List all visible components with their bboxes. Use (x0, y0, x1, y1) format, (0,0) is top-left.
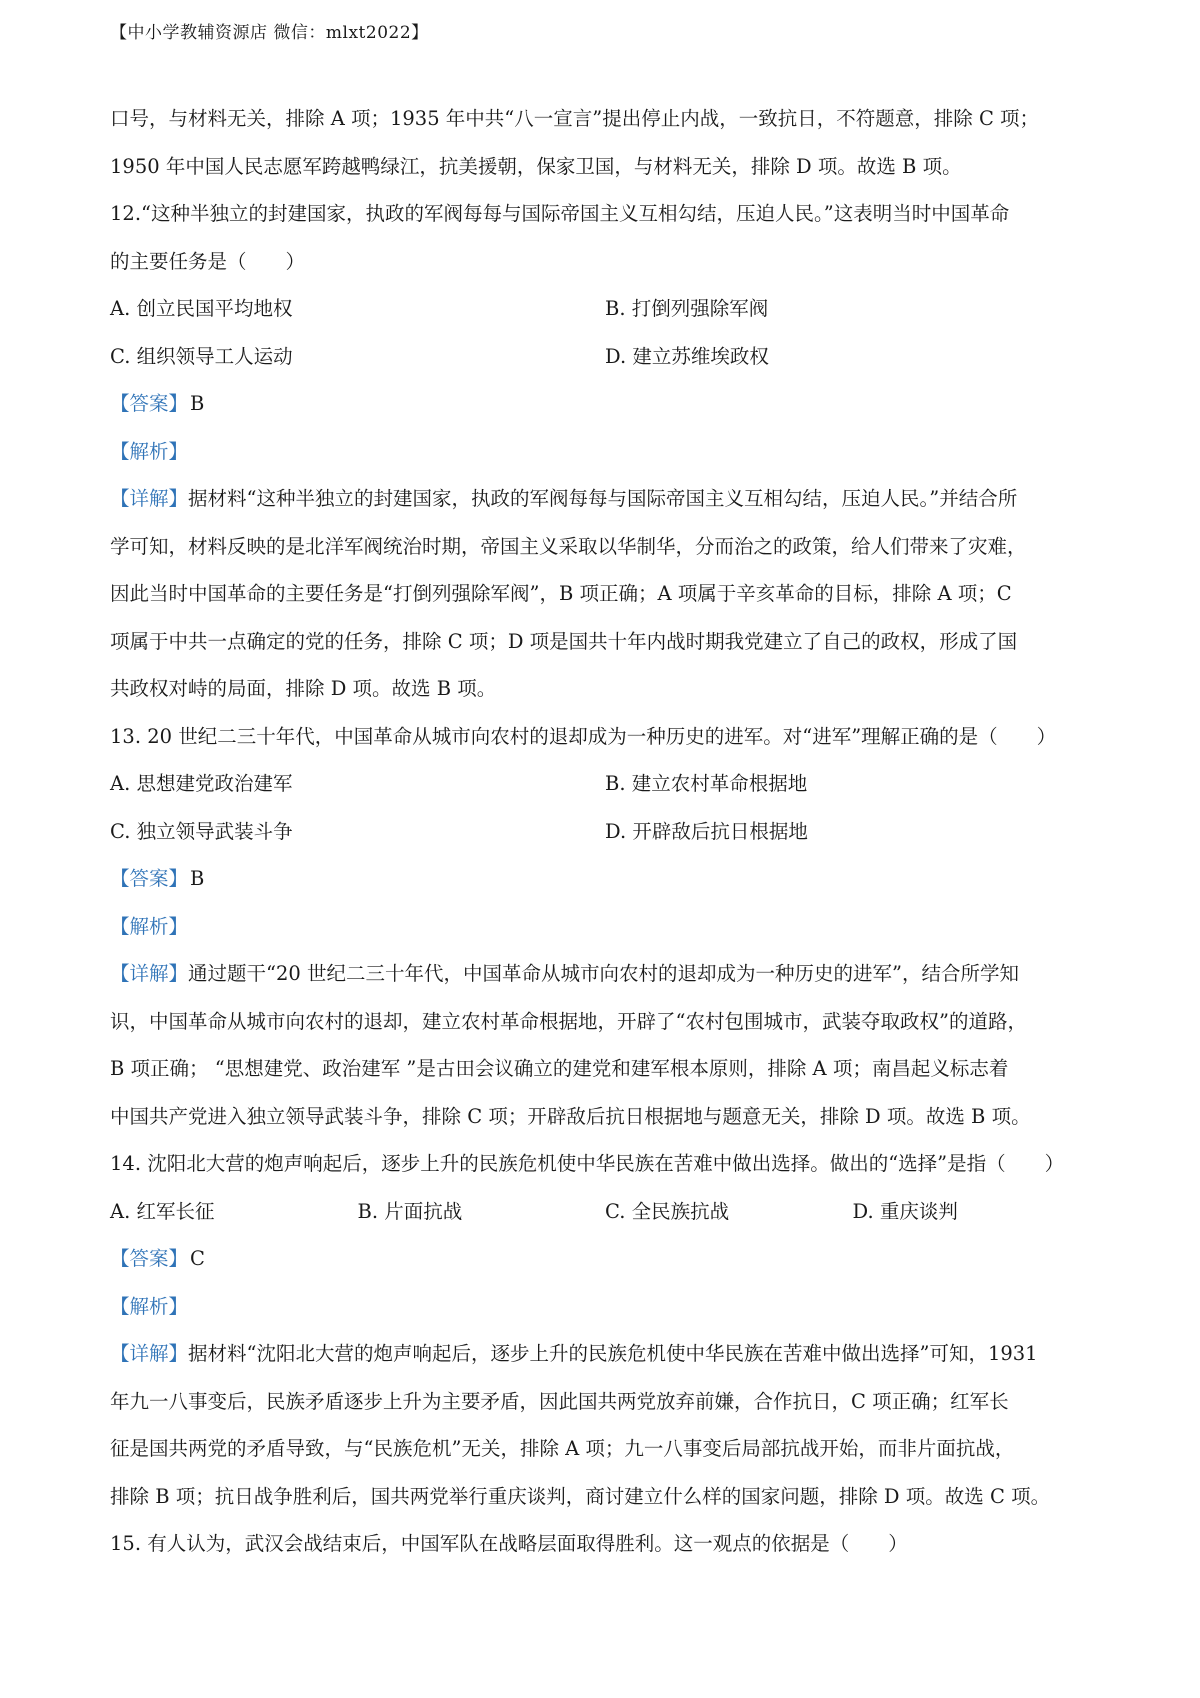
q13-option-d: D. 开辟敌后抗日根据地 (605, 819, 808, 843)
q14-options-row (110, 1188, 1100, 1236)
detail-text: 通过题干“20 世纪二三十年代，中国革命从城市向农村的退却成为一种历史的进军”，结合所学知 (188, 962, 1019, 985)
q12-option-b: B. 打倒列强除军阀 (605, 297, 769, 320)
answer-label: 【答案】 (110, 867, 189, 890)
q14-stem: 14. 沈阳北大营的炮声响起后，逐步上升的民族危机使中华民族在苦难中做出选择。做出的“选择”是指（ ） (110, 1152, 1065, 1175)
detail-text: 据材料“这种半独立的封建国家，执政的军阀每每与国际帝国主义互相勾结，压迫人民。”并结合所 (188, 487, 1018, 510)
document-body (110, 95, 1100, 1568)
q13-option-c: C. 独立领导武装斗争 (110, 819, 293, 843)
answer-label: 【答案】 (110, 1247, 189, 1270)
q12-option-c: C. 组织领导工人运动 (110, 344, 293, 368)
q12-stem: 的主要任务是（ ） (110, 249, 306, 273)
q12-detail (110, 475, 1100, 523)
q13-answer (110, 855, 1100, 903)
detail-label: 【详解】 (110, 487, 189, 510)
q13-stem: 13. 20 世纪二三十年代，中国革命从城市向农村的退却成为一种历史的进军。对“进军”理解正确的是（ ） (110, 724, 1057, 748)
q14-detail-line: 年九一八事变后，民族矛盾逐步上升为主要矛盾，因此国共两党放弃前嫌，合作抗日，C 项正确；红军长 (110, 1389, 1009, 1413)
q12-options-row (110, 285, 1100, 333)
analysis-label: 【解析】 (110, 1294, 189, 1318)
q13-detail-line: 识，中国革命从城市向农村的退却，建立农村革命根据地，开辟了“农村包围城市，武装夺取政权”的道路， (110, 1009, 1027, 1033)
analysis-label: 【解析】 (110, 914, 189, 938)
q14-detail (110, 1330, 1100, 1378)
q12-detail-line: 学可知，材料反映的是北洋军阀统治时期，帝国主义采取以华制华，分而治之的政策，给人们带来了灾难， (110, 534, 1027, 558)
q12-options-row (110, 333, 1100, 381)
q13-option-b: B. 建立农村革命根据地 (605, 772, 808, 795)
q12-answer (110, 380, 1100, 428)
detail-label: 【详解】 (110, 1342, 189, 1365)
q14-answer (110, 1235, 1100, 1283)
answer-label: 【答案】 (110, 392, 189, 415)
q12-option-a: A. 创立民国平均地权 (110, 297, 293, 320)
detail-label: 【详解】 (110, 962, 189, 985)
q12-detail-line: 共政权对峙的局面，排除 D 项。故选 B 项。 (110, 677, 497, 700)
q14-option-d: D. 重庆谈判 (852, 1199, 958, 1223)
page-header: 【中小学教辅资源店 微信：mlxt2022】 (110, 23, 429, 43)
q12-detail-line: 项属于中共一点确定的党的任务，排除 C 项；D 项是国共十年内战时期我党建立了自己的政权，形成了国 (110, 629, 1018, 653)
q13-options-row (110, 808, 1100, 856)
q14-option-c: C. 全民族抗战 (605, 1199, 730, 1223)
q13-detail-line: 中国共产党进入独立领导武装斗争，排除 C 项；开辟敌后抗日根据地与题意无关，排除 D 项。故选 B 项。 (110, 1104, 1031, 1128)
q14-option-b: B. 片面抗战 (357, 1199, 463, 1223)
q13-detail-line: B 项正确； “思想建党、政治建军 ”是古田会议确立的建党和建军根本原则，排除 A 项；南昌起义标志着 (110, 1057, 1009, 1080)
q13-detail (110, 950, 1100, 998)
q12-analysis (110, 428, 1100, 476)
detail-text: 据材料“沈阳北大营的炮声响起后，逐步上升的民族危机使中华民族在苦难中做出选择”可知，1931 (188, 1342, 1038, 1365)
q14-detail-line: 征是国共两党的矛盾导致，与“民族危机”无关，排除 A 项；九一八事变后局部抗战开始，而非片面抗战， (110, 1437, 1015, 1460)
q12-stem: 12.“这种半独立的封建国家，执政的军阀每每与国际帝国主义互相勾结，压迫人民。”这表明当时中国革命 (110, 202, 1010, 225)
analysis-label: 【解析】 (110, 439, 189, 463)
answer-value: B (190, 392, 205, 415)
intro-line: 口号，与材料无关，排除 A 项；1935 年中共“八一宣言”提出停止内战，一致抗日，不符题意，排除 C 项； (110, 107, 1040, 130)
q14-detail-line: 排除 B 项；抗日战争胜利后，国共两党举行重庆谈判，商讨建立什么样的国家问题，排除 D 项。故选 C 项。 (110, 1484, 1051, 1508)
q13-option-a: A. 思想建党政治建军 (110, 772, 293, 795)
q14-option-a: A. 红军长征 (110, 1199, 215, 1223)
q13-analysis (110, 903, 1100, 951)
q12-detail-line: 因此当时中国革命的主要任务是“打倒列强除军阀”，B 项正确；A 项属于辛亥革命的目标，排除 A 项；C (110, 582, 1012, 605)
q12-option-d: D. 建立苏维埃政权 (605, 344, 769, 368)
q14-analysis (110, 1283, 1100, 1331)
q15-stem: 15. 有人认为，武汉会战结束后，中国军队在战略层面取得胜利。这一观点的依据是（ ） (110, 1532, 908, 1555)
answer-value: C (190, 1247, 205, 1270)
answer-value: B (190, 867, 205, 890)
q13-options-row (110, 760, 1100, 808)
intro-line: 1950 年中国人民志愿军跨越鸭绿江，抗美援朝，保家卫国，与材料无关，排除 D 项。故选 B 项。 (110, 154, 962, 178)
